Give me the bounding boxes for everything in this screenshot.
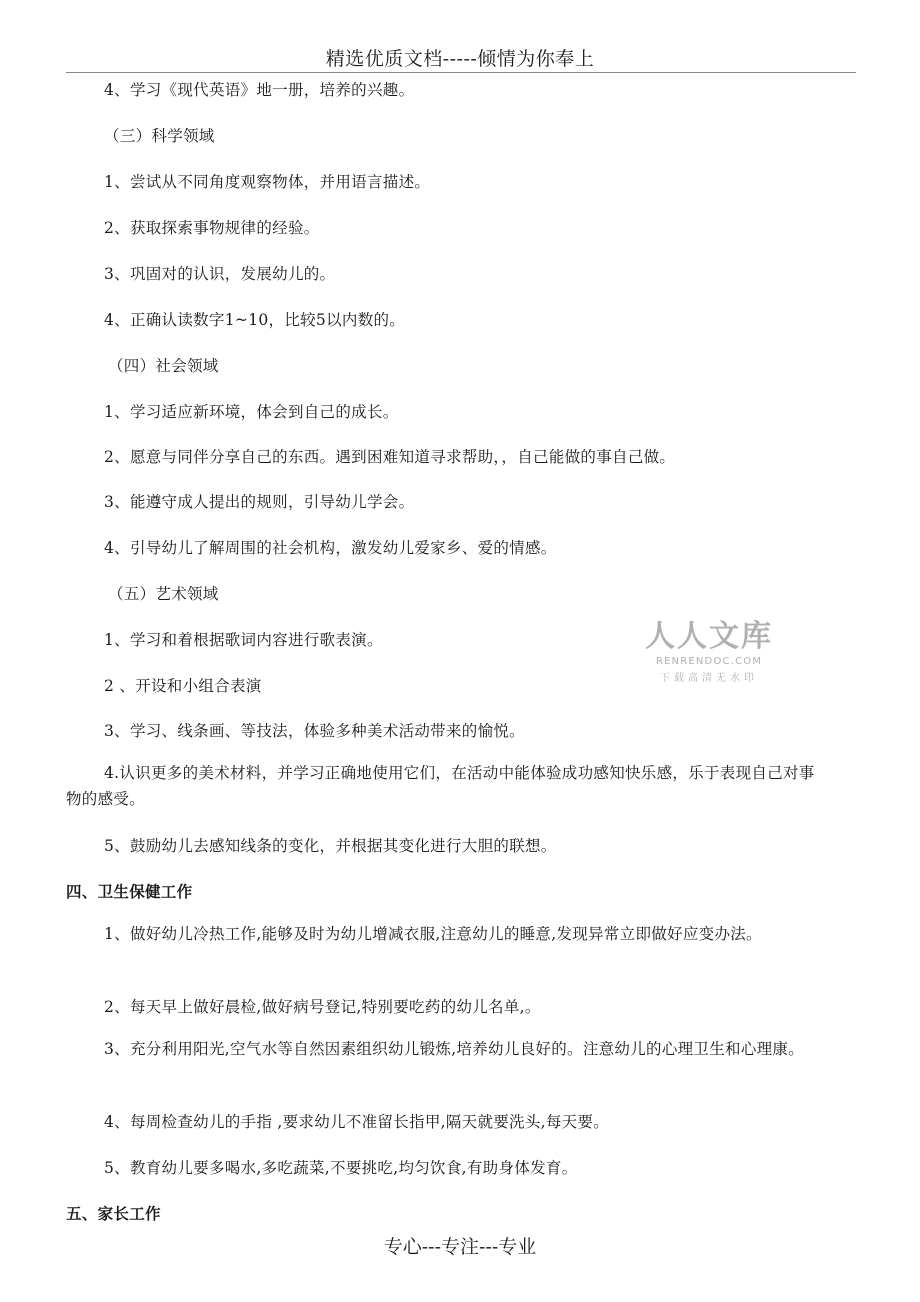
watermark-domain: RENRENDOC.COM — [655, 656, 763, 667]
section-subheading: （五）艺术领域 — [108, 585, 219, 603]
watermark-tagline: 下载高清无水印 — [660, 673, 758, 684]
paragraph: 2、每天早上做好晨检,做好病号登记,特别要吃药的幼儿名单,。 — [104, 998, 541, 1016]
paragraph: 3、巩固对的认识，发展幼儿的。 — [104, 265, 336, 283]
paragraph: 1、学习和着根据歌词内容进行歌表演。 — [104, 631, 383, 649]
page-footer: 专心---专注---专业 — [383, 1236, 537, 1258]
paragraph: 4、学习《现代英语》地一册，培养的兴趣。 — [104, 81, 415, 99]
paragraph: 4、正确认读数字1~10，比较5以内数的。 — [104, 311, 406, 329]
paragraph: 4.认识更多的美术材料，并学习正确地使用它们，在活动中能体验成功感知快乐感，乐于表现自己对事物的感受。 — [66, 764, 815, 808]
paragraph: 2、获取探索事物规律的经验。 — [104, 219, 320, 237]
watermark-logo: 人人文库 — [645, 619, 773, 654]
paragraph: 2 、开设和小组合表演 — [104, 677, 262, 695]
paragraph: 1、尝试从不同角度观察物体，并用语言描述。 — [104, 173, 431, 191]
section-subheading: （三）科学领域 — [104, 127, 215, 145]
watermark — [644, 620, 774, 684]
paragraph: 4、引导幼儿了解周围的社会机构，激发幼儿爱家乡、爱的情感。 — [104, 539, 557, 557]
paragraph: 3、能遵守成人提出的规则，引导幼儿学会。 — [104, 493, 415, 511]
section-subheading: （四）社会领域 — [108, 357, 219, 375]
paragraph: 5、教育幼儿要多喝水,多吃蔬菜,不要挑吃,均匀饮食,有助身体发育。 — [104, 1159, 578, 1177]
section-heading: 五、家长工作 — [66, 1204, 161, 1223]
paragraph: 1、学习适应新环境，体会到自己的成长。 — [104, 403, 399, 421]
paragraph: 1、做好幼儿冷热工作,能够及时为幼儿增减衣服,注意幼儿的睡意,发现异常立即做好应变办法。 — [104, 925, 762, 943]
page-header: 精选优质文档-----倾情为你奉上 — [325, 48, 595, 70]
paragraph: 2、愿意与同伴分享自己的东西。遇到困难知道寻求帮助，，自己能做的事自己做。 — [104, 448, 676, 466]
paragraph: 4、每周检查幼儿的手指 ,要求幼儿不准留长指甲,隔天就要洗头,每天要。 — [104, 1113, 610, 1131]
section-heading: 四、卫生保健工作 — [66, 882, 193, 901]
paragraph: 5、鼓励幼儿去感知线条的变化，并根据其变化进行大胆的联想。 — [104, 837, 557, 855]
paragraph: 3、学习、线条画、等技法，体验多种美术活动带来的愉悦。 — [104, 722, 525, 740]
header-divider — [66, 72, 856, 73]
paragraph: 3、充分利用阳光,空气水等自然因素组织幼儿锻炼,培养幼儿良好的。注意幼儿的心理卫生和心理康。 — [104, 1040, 805, 1058]
